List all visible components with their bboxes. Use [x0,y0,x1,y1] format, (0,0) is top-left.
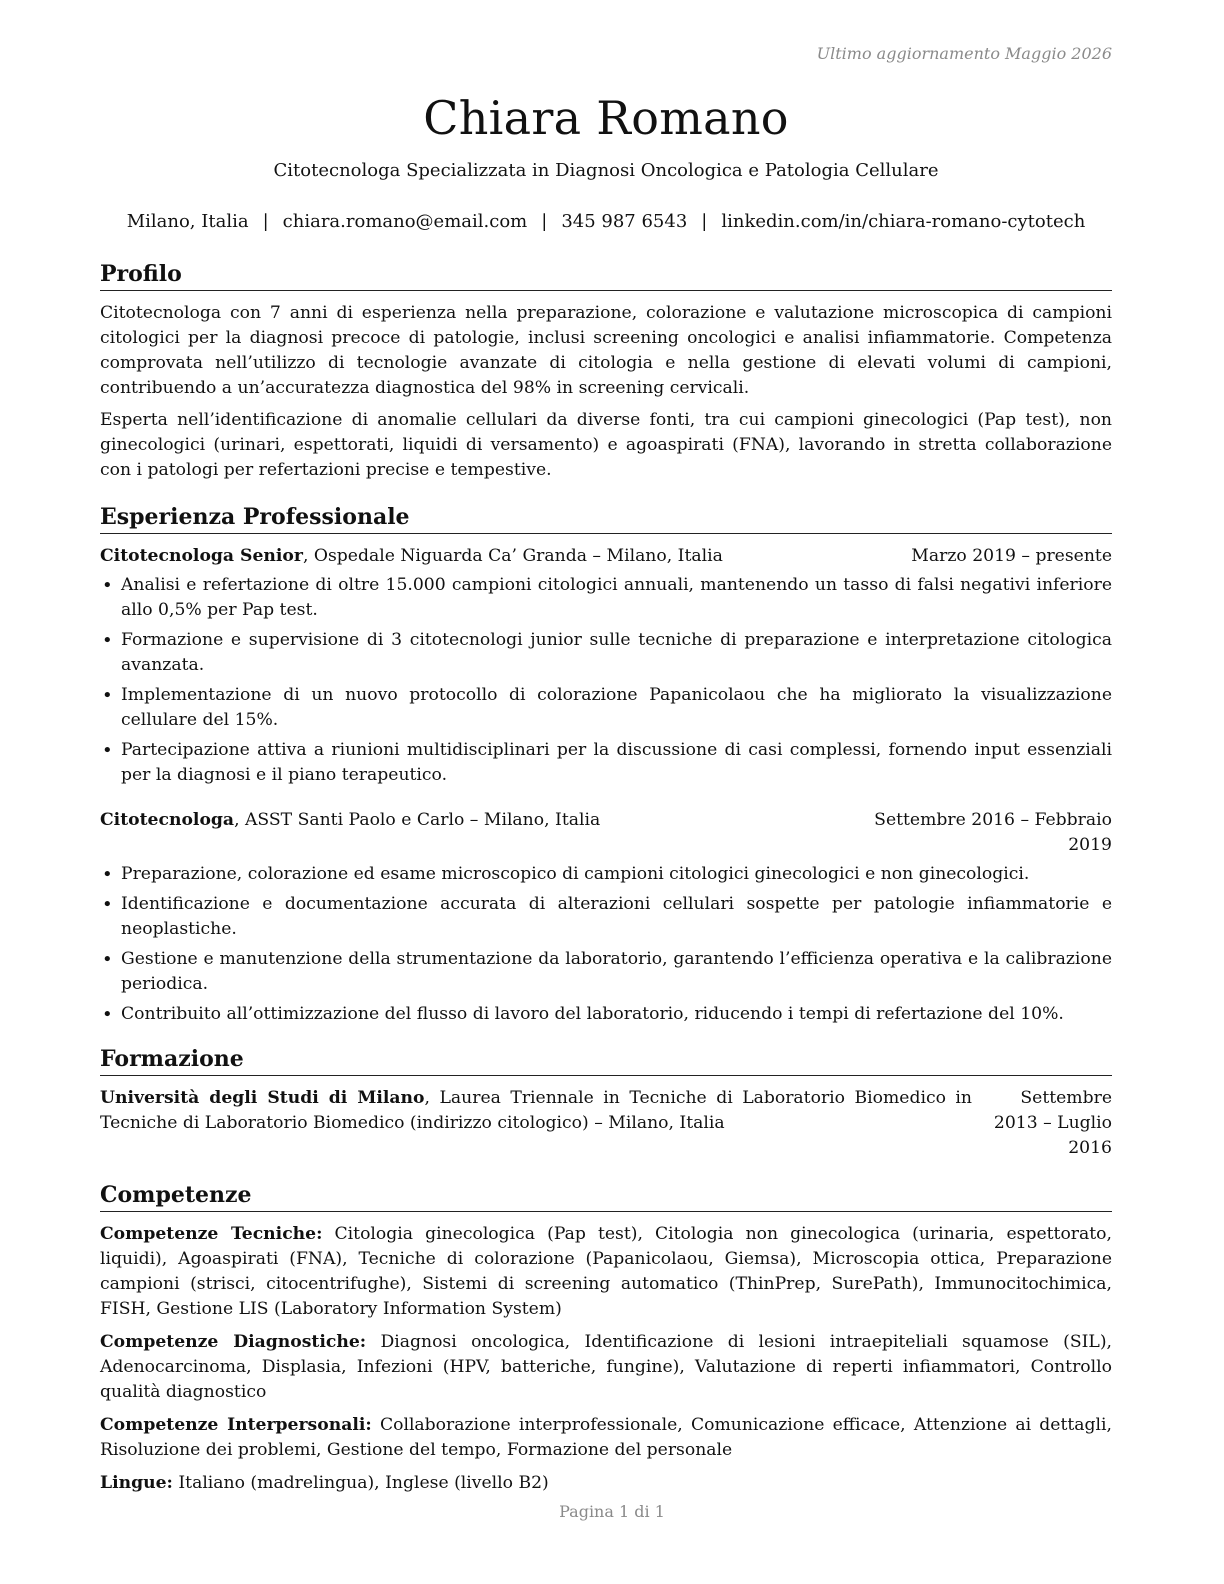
job-dates: Marzo 2019 – presente [911,546,1112,566]
resume-page [100,40,1112,1504]
page-number: Pagina 1 di 1 [559,1502,665,1521]
job-bullet: • Implementazione di un nuovo protocollo di colorazione Papanicolaou che ha migliorato la visualizzazione cellulare del 15%. [100,683,1112,733]
job-bullet: • Identificazione e documentazione accurata di alterazioni cellulari sospette per patologie infiammatorie e neoplastiche. [100,892,1112,942]
section-title-skills: Competenze [100,1181,1112,1212]
job-role: Citotecnologa [100,810,235,830]
job-bullet: • Analisi e refertazione di oltre 15.000 campioni citologici annuali, mantenendo un tasso di falsi negativi inferiore allo 0,5% per Pap test. [100,573,1112,623]
contact-email[interactable]: chiara.romano@email.com [282,211,528,232]
experience-section [100,503,1112,1027]
job-dates: Settembre 2016 – Febbraio 2019 [874,810,1112,855]
skill-label: Competenze Tecniche: [100,1224,323,1244]
job-header [100,544,1112,569]
section-title-experience: Esperienza Professionale [100,503,1112,534]
skill-group [100,1222,1112,1322]
job-entry [100,808,1112,1027]
candidate-subtitle: Citotecnologa Specializzata in Diagnosi Oncologica e Patologia Cellulare [273,160,939,181]
skill-group [100,1471,1112,1496]
job-role: Citotecnologa Senior [100,546,303,566]
education-entry [100,1086,1112,1161]
skill-text: Italiano (madrelingua), Inglese (livello B2) [172,1473,549,1493]
job-bullet: • Formazione e supervisione di 3 citotecnologi junior sulle tecniche di preparazione e interpretazione citologica avanzata. [100,628,1112,678]
skill-group [100,1330,1112,1405]
contact-separator: | [701,211,708,232]
job-org: , Ospedale Niguarda Ca’ Granda – Milano, Italia [302,546,723,566]
job-bullet: • Preparazione, colorazione ed esame microscopico di campioni citologici ginecologici e non ginecologici. [100,862,1112,887]
job-entry [100,544,1112,788]
contact-line [50,211,1162,232]
skill-label: Lingue: [100,1473,173,1493]
education-dates: Settembre 2013 – Luglio 2016 [993,1088,1112,1158]
job-bullets [100,573,1112,788]
skill-text: Collaborazione interprofessionale, Comunicazione efficace, Attenzione ai dettagli, Risoluzione dei problemi, Gestione del tempo, Formazione del personale [100,1415,1112,1460]
skill-label: Competenze Diagnostiche: [100,1332,367,1352]
skill-text: Citologia ginecologica (Pap test), Citologia non ginecologica (urinaria, espettorato, liquidi), Agoaspirati (FNA), Tecniche di colorazione (Papanicolaou, Giemsa), Microscopia ottica, Preparazione campioni (strisci, citocentrifughe), Sistemi di screening automatico (ThinPrep, SurePath), Immunocitochimica, FISH, Gestione LIS (Laboratory Information System) [100,1224,1112,1319]
contact-phone: 345 987 6543 [561,211,688,232]
job-header [100,808,1112,858]
education-school: Università degli Studi di Milano [100,1088,425,1108]
contact-linkedin[interactable]: linkedin.com/in/chiara-romano-cytotech [721,211,1086,232]
candidate-name: Chiara Romano [423,91,789,145]
job-org: , ASST Santi Paolo e Carlo – Milano, Italia [234,810,601,830]
contact-location: Milano, Italia [126,211,249,232]
contact-separator: | [262,211,269,232]
job-bullet: • Partecipazione attiva a riunioni multidisciplinari per la discussione di casi complessi, fornendo input essenziali per la diagnosi e il piano terapeutico. [100,738,1112,788]
job-bullets [100,862,1112,1027]
contact-separator: | [541,211,548,232]
profile-section [100,260,1112,483]
skill-label: Competenze Interpersonali: [100,1415,372,1435]
section-title-education: Formazione [100,1045,1112,1076]
last-updated: Ultimo aggiornamento Maggio 2026 [816,44,1112,63]
skills-section [100,1181,1112,1496]
job-bullet: • Gestione e manutenzione della strumentazione da laboratorio, garantendo l’efficienza operativa e la calibrazione periodica. [100,947,1112,997]
education-section [100,1045,1112,1161]
profile-paragraph: Esperta nell’identificazione di anomalie cellulari da diverse fonti, tra cui campioni ginecologici (Pap test), non ginecologici (urinari, espettorati, liquidi di versamento) e agoaspirati (FNA), lavorando in stretta collaborazione con i patologi per refertazioni precise e tempestive. [100,410,1112,480]
section-title-profile: Profilo [100,260,1112,291]
profile-paragraph: Citotecnologa con 7 anni di esperienza nella preparazione, colorazione e valutazione microscopica di campioni citologici per la diagnosi precoce di patologie, inclusi screening oncologici e analisi infiammatorie. Competenza comprovata nell’utilizzo di tecnologie avanzate di citologia e nella gestione di elevati volumi di campioni, contribuendo a un’accuratezza diagnostica del 98% in screening cervicali. [100,303,1112,398]
skill-group [100,1413,1112,1463]
education-details: , Laurea Triennale in Tecniche di Laboratorio Biomedico in Tecniche di Laboratorio Biomedico (indirizzo citologico) – Milano, Italia [100,1088,972,1133]
skill-text: Diagnosi oncologica, Identificazione di lesioni intraepiteliali squamose (SIL), Adenocarcinoma, Displasia, Infezioni (HPV, batteriche, fungine), Valutazione di reperti infiammatori, Controllo qualità diagnostico [100,1332,1112,1402]
job-bullet: • Contribuito all’ottimizzazione del flusso di lavoro del laboratorio, riducendo i tempi di refertazione del 10%. [100,1002,1112,1027]
